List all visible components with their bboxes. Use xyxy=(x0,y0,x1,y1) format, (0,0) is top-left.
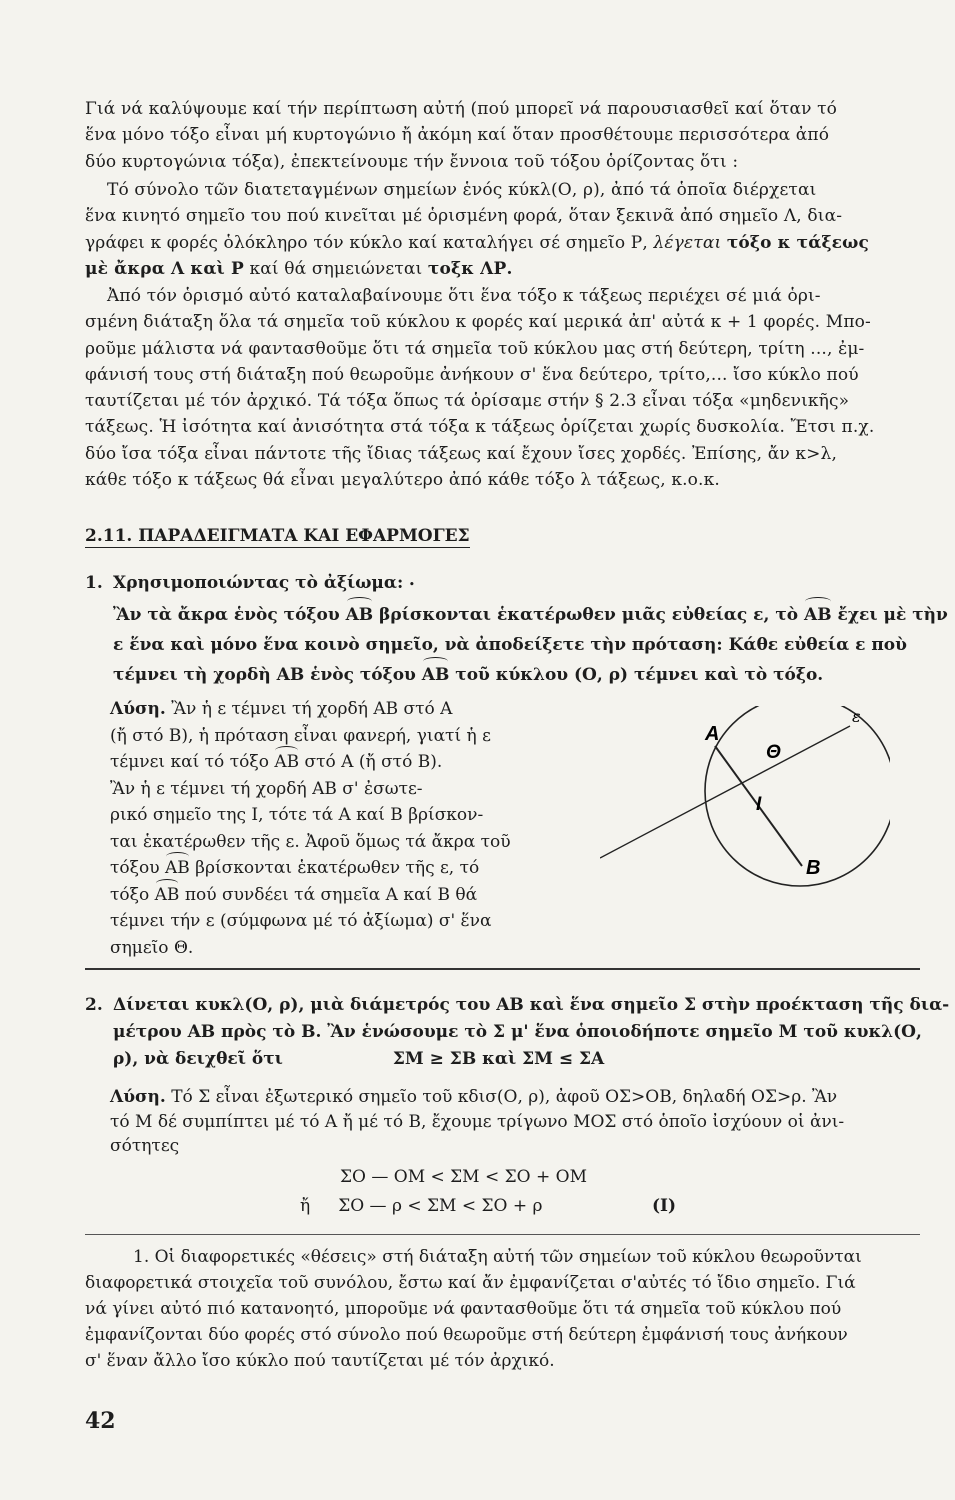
definition-line xyxy=(85,230,920,256)
example-2: 2. Δίνεται κυκλ(Ο, ρ), μιὰ διάμετρός του ΑΒ καὶ ἕνα σημεῖο Σ στὴν προέκταση τῆς δια- μέτρου ΑΒ πρὸς τὸ Β. Ἂν ἑνώσουμε τὸ Σ μ' ἕνα ὁποιοδήποτε σημεῖο Μ τοῦ κυκλ(Ο, ρ), νὰ δειχθεῖ ὅτι ΣΜ ≥ ΣΒ καὶ ΣΜ ≤ ΣΑ xyxy=(85,992,920,1073)
example-1-statement: τέμνει τὴ χορδὴ ΑΒ ἑνὸς τόξου ΑΒ τοῦ κύκλου (Ο, ρ) τέμνει καὶ τὸ τόξο. xyxy=(85,660,920,690)
paragraph-2-line: κάθε τόξο κ τάξεως θά εἶναι μεγαλύτερο ἀπό κάθε τόξο λ τάξεως, κ.ο.κ. xyxy=(85,470,720,491)
intro-line: δύο κυρτογώνια τόξα), ἐπεκτείνουμε τήν ἔννοια τοῦ τόξου ὁρίζοντας ὅτι : xyxy=(85,151,739,172)
paragraph-2-line: φάνισή τους στή διάταξη πού θεωροῦμε ἀνήκουν σ' ἕνα δεύτερο, τρίτο,... ἴσο κύκλο πού xyxy=(85,364,859,385)
example-number: 2. xyxy=(85,995,103,1015)
equation-2: ἤ ΣΟ — ρ < ΣΜ < ΣΟ + ρ xyxy=(300,1196,543,1216)
label-i: I xyxy=(756,794,762,815)
paragraph-2-line: ροῦμε μάλιστα νά φαντασθοῦμε ὅτι τά σημεῖα τοῦ κύκλου μας στή δεύτερη, τρίτη ..., ἐμ- xyxy=(85,338,865,359)
solution-label: Λύση. xyxy=(110,699,166,719)
line-e xyxy=(600,726,850,858)
arc-symbol: ΑΒ xyxy=(804,600,832,630)
intro-line: Γιά νά καλύψουμε καί τήν περίπτωση αὐτή (πού μπορεῖ νά παρουσιασθεῖ καί ὅταν τό xyxy=(85,99,838,119)
paragraph-2-line: ταυτίζεται μέ τόν ἀρχικό. Τά τόξα ὅπως τά ὁρίσαμε στήν § 2.3 εἶναι τόξα «μηδενικῆς» xyxy=(85,391,850,412)
label-theta: Θ xyxy=(766,742,781,763)
footnote-divider xyxy=(85,1234,920,1235)
divider xyxy=(85,968,920,970)
example-1: 1. Χρησιμοποιώντας τὸ ἀξίωμα: • Ἂν τὰ ἄκρα ἑνὸς τόξου ΑΒ βρίσκονται ἑκατέρωθεν μιᾶς εὐθείας ε, τὸ ΑΒ ἔχει μὲ τὴν ε ἕνα καὶ μόνο ἕνα κοινὸ σημεῖο, νὰ ἀποδείξετε τὴν πρόταση: Κάθε εὐθεία ε ποὺ τέμνει τὴ χορδὴ ΑΒ ἑνὸς τόξου ΑΒ τοῦ κύκλου (Ο, ρ) τέμνει καὶ τὸ τόξο. xyxy=(85,568,920,690)
definition-text: γράφει κ φορές ὁλόκληρο τόν κύκλο καί καταλήγει σέ σημεῖο Ρ, xyxy=(85,232,648,253)
definition-paragraph xyxy=(85,177,920,282)
definition-line: Τό σύνολο τῶν διατεταγμένων σημείων ἑνός κύκλ(Ο, ρ), ἀπό τά ὁποῖα διέρχεται xyxy=(107,180,817,200)
example-number: 1. xyxy=(85,573,103,593)
label-b: B xyxy=(806,857,821,879)
paragraph-2 xyxy=(85,283,920,493)
label-a: A xyxy=(705,723,720,745)
circle-figure xyxy=(600,706,890,896)
arc-symbol: ΑΒ xyxy=(274,749,299,776)
example-1-statement: Ἂν τὰ ἄκρα ἑνὸς τόξου ΑΒ βρίσκονται ἑκατέρωθεν μιᾶς εὐθείας ε, τὸ ΑΒ ἔχει μὲ τὴν xyxy=(85,600,920,630)
inequality: ΣΜ ≥ ΣΒ καὶ ΣΜ ≤ ΣΑ xyxy=(392,1049,605,1069)
paragraph-2-line: τάξεως. Ἡ ἰσότητα καί ἀνισότητα στά τόξα κ τάξεως ὁρίζεται χωρίς δυσκολία. Ἔτσι π.χ. xyxy=(85,417,875,438)
paragraph-2-line: σμένη διάταξη ὅλα τά σημεῖα τοῦ κύκλου κ φορές καί μερικά ἀπ' αὐτά κ + 1 φορές. Μπο- xyxy=(85,312,871,333)
definition-rest: καί θά σημειώνεται xyxy=(249,258,423,279)
arc-symbol: ΑΒ xyxy=(346,600,374,630)
definition-term: τόξο κ τάξεως xyxy=(726,232,870,253)
arc-symbol: ΑΒ xyxy=(155,882,180,909)
example-1-title: Χρησιμοποιώντας τὸ ἀξίωμα: xyxy=(113,573,404,593)
paragraph-2-line: δύο ἴσα τόξα εἶναι πάντοτε τῆς ἴδιας τάξεως καί ἔχουν ἴσες χορδές. Ἐπίσης, ἄν κ>λ, xyxy=(85,443,838,464)
equation-mark: (Ι) xyxy=(652,1196,677,1216)
solution-1: Λύση. Ἂν ἡ ε τέμνει τή χορδή ΑΒ στό Α (ἤ στό Β), ἡ πρόταση εἶναι φανερή, γιατί ἡ ε τέμνει καί τό τόξο ΑΒ στό Α (ἤ στό Β). Ἂν ἡ ε τέμνει τή χορδή ΑΒ σ' ἐσωτε- ρικό σημεῖο της Ι, τότε τά Α καί Β βρίσκον- ται ἑκατέρωθεν τῆς ε. Ἀφοῦ ὅμως τά ἄκρα τοῦ τόξου ΑΒ βρίσκονται ἑκατέρωθεν τῆς ε, τό τόξο ΑΒ πού συνδέει τά σημεῖα Α καί Β θά τέμνει τήν ε (σύμφωνα μέ τό ἀξίωμα) σ' ἕνα σημεῖο Θ. xyxy=(110,699,511,958)
intro-paragraph xyxy=(85,96,920,175)
intro-line: ἕνα μόνο τόξο εἶναι μή κυρτογώνιο ἤ ἀκόμη καί ὅταν προσθέτουμε περισσότερα ἀπό xyxy=(85,125,830,146)
arc-symbol: ΑΒ xyxy=(165,855,190,882)
section-heading: 2.11. ΠΑΡΑΔΕΙΓΜΑΤΑ ΚΑΙ ΕΦΑΡΜΟΓΕΣ xyxy=(85,526,470,546)
equation-1: ΣΟ — ΟΜ < ΣΜ < ΣΟ + ΟΜ xyxy=(340,1167,587,1187)
label-e: ε xyxy=(852,707,861,726)
arc-notation: τοξκ ΛΡ. xyxy=(427,258,513,279)
example-1-statement: ε ἕνα καὶ μόνο ἕνα κοινὸ σημεῖο, νὰ ἀποδείξετε τὴν πρόταση: Κάθε εὐθεία ε ποὺ xyxy=(113,635,907,655)
page-number: 42 xyxy=(85,1408,116,1434)
solution-label: Λύση. xyxy=(110,1087,166,1107)
paragraph-2-line: Ἀπό τόν ὁρισμό αὐτό καταλαβαίνουμε ὅτι ἕνα τόξο κ τάξεως περιέχει σέ μιά ὁρι- xyxy=(107,286,821,306)
arc-symbol: ΑΒ xyxy=(422,660,450,690)
definition-line xyxy=(85,256,920,282)
solution-2: Λύση. Τό Σ εἶναι ἐξωτερικό σημεῖο τοῦ κδισ(Ο, ρ), ἀφοῦ ΟΣ>ΟΒ, δηλαδή ΟΣ>ρ. Ἂν τό Μ δέ συμπίπτει μέ τό Α ἤ μέ τό Β, ἔχουμε τρίγωνο ΜΟΣ στό ὁποῖο ἰσχύουν οἱ ἀνι- σότητες xyxy=(110,1087,845,1156)
definition-italic: λέγεται xyxy=(653,232,722,253)
definition-line: ἕνα κινητό σημεῖο του πού κινεῖται μέ ὁρισμένη φορά, ὅταν ξεκινᾶ ἀπό σημεῖο Λ, δια- xyxy=(85,206,843,227)
footnote: 1. Οἱ διαφορετικές «θέσεις» στή διάταξη αὐτή τῶν σημείων τοῦ κύκλου θεωροῦνται διαφορετικά στοιχεῖα τοῦ συνόλου, ἔστω καί ἄν ἐμφανίζεται σ'αὐτές τό ἴδιο σημεῖο. Γιά νά γίνει αὐτό πιό κατανοητό, μποροῦμε νά φαντασθοῦμε ὅτι τά σημεῖα τοῦ κύκλου πού ἐμφανίζονται δύο φορές στό σύνολο πού θεωροῦμε στή δεύτερη ἐμφάνισή τους ἀνήκουν σ' ἕναν ἄλλο ἴσο κύκλο πού ταυτίζεται μέ τόν ἀρχικό. xyxy=(85,1247,862,1371)
definition-endpoints: μὲ ἄκρα Λ καὶ Ρ xyxy=(85,258,244,279)
